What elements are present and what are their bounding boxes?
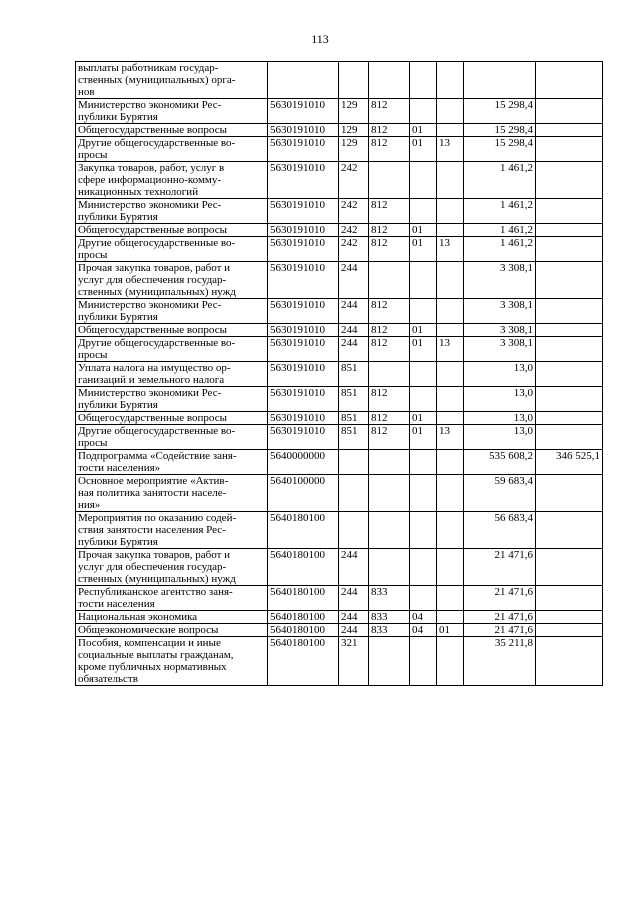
administrator-code-cell: 812 [369, 299, 410, 324]
amount-extra-cell [536, 324, 603, 337]
amount-extra-cell [536, 224, 603, 237]
row-name-cell: Прочая закупка товаров, работ и услуг для обеспечения государ- ственных (муниципальных) нужд [76, 549, 268, 586]
amount-cell: 3 308,1 [464, 299, 536, 324]
amount-extra-cell [536, 124, 603, 137]
subsection-code-cell [437, 475, 464, 512]
amount-extra-cell [536, 99, 603, 124]
row-name-cell: выплаты работникам государ- ственных (муниципальных) орга- нов [76, 62, 268, 99]
subsection-code-cell [437, 324, 464, 337]
row-name-cell: Общеэкономические вопросы [76, 624, 268, 637]
administrator-code-cell [369, 162, 410, 199]
expense-type-code-cell: 242 [339, 162, 369, 199]
table-row [76, 637, 603, 686]
section-code-cell: 01 [410, 137, 437, 162]
table-row [76, 412, 603, 425]
row-name-cell: Республиканское агентство заня- тости населения [76, 586, 268, 611]
administrator-code-cell [369, 262, 410, 299]
amount-cell: 1 461,2 [464, 199, 536, 224]
section-code-cell [410, 512, 437, 549]
table-row [76, 362, 603, 387]
amount-cell: 56 683,4 [464, 512, 536, 549]
section-code-cell [410, 586, 437, 611]
expense-type-code-cell: 244 [339, 586, 369, 611]
subsection-code-cell [437, 224, 464, 237]
administrator-code-cell: 812 [369, 199, 410, 224]
subsection-code-cell [437, 62, 464, 99]
amount-extra-cell [536, 237, 603, 262]
administrator-code-cell: 812 [369, 124, 410, 137]
amount-extra-cell [536, 387, 603, 412]
table-row [76, 299, 603, 324]
subsection-code-cell [437, 124, 464, 137]
target-article-code-cell: 5630191010 [268, 237, 339, 262]
amount-cell: 1 461,2 [464, 162, 536, 199]
amount-extra-cell [536, 62, 603, 99]
expense-type-code-cell: 851 [339, 412, 369, 425]
table-row [76, 124, 603, 137]
administrator-code-cell [369, 512, 410, 549]
subsection-code-cell [437, 299, 464, 324]
table-row [76, 99, 603, 124]
target-article-code-cell: 5630191010 [268, 99, 339, 124]
budget-table-body [76, 62, 603, 686]
page-number: 113 [311, 32, 329, 46]
administrator-code-cell [369, 475, 410, 512]
subsection-code-cell: 13 [437, 237, 464, 262]
subsection-code-cell [437, 99, 464, 124]
target-article-code-cell: 5640100000 [268, 475, 339, 512]
administrator-code-cell: 812 [369, 425, 410, 450]
amount-cell: 13,0 [464, 362, 536, 387]
section-code-cell [410, 475, 437, 512]
administrator-code-cell: 833 [369, 611, 410, 624]
administrator-code-cell: 812 [369, 137, 410, 162]
row-name-cell: Мероприятия по оказанию содей- ствия занятости населения Рес- публики Бурятия [76, 512, 268, 549]
amount-cell: 13,0 [464, 425, 536, 450]
section-code-cell [410, 637, 437, 686]
table-row [76, 387, 603, 412]
section-code-cell [410, 387, 437, 412]
table-row [76, 586, 603, 611]
administrator-code-cell: 812 [369, 99, 410, 124]
row-name-cell: Общегосударственные вопросы [76, 124, 268, 137]
amount-extra-cell [536, 412, 603, 425]
table-row [76, 162, 603, 199]
amount-cell: 13,0 [464, 387, 536, 412]
amount-cell: 13,0 [464, 412, 536, 425]
table-row [76, 475, 603, 512]
amount-extra-cell [536, 162, 603, 199]
row-name-cell: Уплата налога на имущество ор- ганизаций и земельного налога [76, 362, 268, 387]
amount-extra-cell [536, 337, 603, 362]
section-code-cell [410, 62, 437, 99]
section-code-cell: 01 [410, 412, 437, 425]
amount-cell: 21 471,6 [464, 549, 536, 586]
target-article-code-cell: 5630191010 [268, 299, 339, 324]
target-article-code-cell: 5630191010 [268, 324, 339, 337]
administrator-code-cell [369, 450, 410, 475]
expense-type-code-cell: 851 [339, 387, 369, 412]
target-article-code-cell: 5630191010 [268, 124, 339, 137]
row-name-cell: Министерство экономики Рес- публики Бурятия [76, 199, 268, 224]
table-row [76, 62, 603, 99]
expense-type-code-cell: 244 [339, 337, 369, 362]
subsection-code-cell [437, 387, 464, 412]
target-article-code-cell: 5630191010 [268, 199, 339, 224]
row-name-cell: Основное мероприятие «Актив- ная политика занятости населе- ния» [76, 475, 268, 512]
target-article-code-cell [268, 62, 339, 99]
section-code-cell [410, 362, 437, 387]
amount-cell: 3 308,1 [464, 337, 536, 362]
row-name-cell: Министерство экономики Рес- публики Бурятия [76, 387, 268, 412]
target-article-code-cell: 5630191010 [268, 262, 339, 299]
subsection-code-cell: 13 [437, 425, 464, 450]
subsection-code-cell [437, 637, 464, 686]
amount-extra-cell [536, 624, 603, 637]
subsection-code-cell: 13 [437, 137, 464, 162]
target-article-code-cell: 5640180100 [268, 624, 339, 637]
target-article-code-cell: 5640000000 [268, 450, 339, 475]
target-article-code-cell: 5630191010 [268, 162, 339, 199]
expense-type-code-cell: 129 [339, 124, 369, 137]
expense-type-code-cell: 129 [339, 137, 369, 162]
administrator-code-cell: 812 [369, 337, 410, 362]
amount-extra-cell: 346 525,1 [536, 450, 603, 475]
amount-extra-cell [536, 549, 603, 586]
amount-cell: 15 298,4 [464, 137, 536, 162]
row-name-cell: Другие общегосударственные во- просы [76, 237, 268, 262]
administrator-code-cell: 833 [369, 624, 410, 637]
subsection-code-cell [437, 362, 464, 387]
section-code-cell [410, 199, 437, 224]
administrator-code-cell [369, 62, 410, 99]
row-name-cell: Национальная экономика [76, 611, 268, 624]
row-name-cell: Закупка товаров, работ, услуг в сфере информационно-комму- никационных технологий [76, 162, 268, 199]
administrator-code-cell: 833 [369, 586, 410, 611]
row-name-cell: Прочая закупка товаров, работ и услуг для обеспечения государ- ственных (муниципальных) нужд [76, 262, 268, 299]
row-name-cell: Другие общегосударственные во- просы [76, 337, 268, 362]
administrator-code-cell [369, 362, 410, 387]
amount-cell: 1 461,2 [464, 237, 536, 262]
row-name-cell: Министерство экономики Рес- публики Бурятия [76, 299, 268, 324]
row-name-cell: Общегосударственные вопросы [76, 224, 268, 237]
amount-extra-cell [536, 199, 603, 224]
table-row [76, 324, 603, 337]
subsection-code-cell: 01 [437, 624, 464, 637]
row-name-cell: Подпрограмма «Содействие заня- тости населения» [76, 450, 268, 475]
table-row [76, 450, 603, 475]
row-name-cell: Общегосударственные вопросы [76, 412, 268, 425]
target-article-code-cell: 5630191010 [268, 412, 339, 425]
amount-cell: 21 471,6 [464, 611, 536, 624]
row-name-cell: Пособия, компенсации и иные социальные выплаты гражданам, кроме публичных нормативных обязательств [76, 637, 268, 686]
amount-extra-cell [536, 262, 603, 299]
amount-cell: 21 471,6 [464, 624, 536, 637]
target-article-code-cell: 5630191010 [268, 337, 339, 362]
amount-extra-cell [536, 475, 603, 512]
expense-type-code-cell: 244 [339, 611, 369, 624]
amount-cell: 3 308,1 [464, 324, 536, 337]
subsection-code-cell [437, 549, 464, 586]
expense-type-code-cell: 242 [339, 199, 369, 224]
target-article-code-cell: 5640180100 [268, 549, 339, 586]
section-code-cell [410, 262, 437, 299]
target-article-code-cell: 5640180100 [268, 586, 339, 611]
expense-type-code-cell: 244 [339, 624, 369, 637]
administrator-code-cell: 812 [369, 412, 410, 425]
amount-extra-cell [536, 299, 603, 324]
expense-type-code-cell: 244 [339, 299, 369, 324]
amount-cell [464, 62, 536, 99]
target-article-code-cell: 5640180100 [268, 637, 339, 686]
target-article-code-cell: 5630191010 [268, 362, 339, 387]
section-code-cell: 04 [410, 624, 437, 637]
section-code-cell: 01 [410, 124, 437, 137]
budget-table [75, 61, 603, 686]
section-code-cell: 04 [410, 611, 437, 624]
expense-type-code-cell [339, 62, 369, 99]
section-code-cell [410, 450, 437, 475]
administrator-code-cell: 812 [369, 237, 410, 262]
expense-type-code-cell: 129 [339, 99, 369, 124]
administrator-code-cell [369, 637, 410, 686]
expense-type-code-cell: 244 [339, 262, 369, 299]
administrator-code-cell: 812 [369, 224, 410, 237]
amount-extra-cell [536, 637, 603, 686]
subsection-code-cell [437, 199, 464, 224]
expense-type-code-cell [339, 450, 369, 475]
table-row [76, 512, 603, 549]
amount-extra-cell [536, 586, 603, 611]
table-row [76, 425, 603, 450]
row-name-cell: Общегосударственные вопросы [76, 324, 268, 337]
target-article-code-cell: 5630191010 [268, 387, 339, 412]
target-article-code-cell: 5630191010 [268, 425, 339, 450]
section-code-cell: 01 [410, 224, 437, 237]
section-code-cell: 01 [410, 237, 437, 262]
table-row [76, 137, 603, 162]
section-code-cell [410, 549, 437, 586]
amount-cell: 15 298,4 [464, 124, 536, 137]
expense-type-code-cell [339, 512, 369, 549]
administrator-code-cell: 812 [369, 387, 410, 412]
amount-extra-cell [536, 362, 603, 387]
expense-type-code-cell: 321 [339, 637, 369, 686]
table-row [76, 237, 603, 262]
administrator-code-cell: 812 [369, 324, 410, 337]
target-article-code-cell: 5640180100 [268, 611, 339, 624]
section-code-cell: 01 [410, 425, 437, 450]
subsection-code-cell [437, 162, 464, 199]
section-code-cell [410, 99, 437, 124]
amount-cell: 59 683,4 [464, 475, 536, 512]
amount-extra-cell [536, 425, 603, 450]
amount-extra-cell [536, 611, 603, 624]
row-name-cell: Другие общегосударственные во- просы [76, 137, 268, 162]
amount-extra-cell [536, 137, 603, 162]
table-row [76, 337, 603, 362]
table-row [76, 549, 603, 586]
amount-cell: 15 298,4 [464, 99, 536, 124]
expense-type-code-cell: 242 [339, 237, 369, 262]
row-name-cell: Министерство экономики Рес- публики Бурятия [76, 99, 268, 124]
table-row [76, 224, 603, 237]
administrator-code-cell [369, 549, 410, 586]
amount-extra-cell [536, 512, 603, 549]
target-article-code-cell: 5640180100 [268, 512, 339, 549]
table-row [76, 624, 603, 637]
expense-type-code-cell: 851 [339, 425, 369, 450]
expense-type-code-cell: 244 [339, 324, 369, 337]
target-article-code-cell: 5630191010 [268, 224, 339, 237]
expense-type-code-cell: 244 [339, 549, 369, 586]
subsection-code-cell [437, 512, 464, 549]
expense-type-code-cell [339, 475, 369, 512]
subsection-code-cell: 13 [437, 337, 464, 362]
section-code-cell: 01 [410, 324, 437, 337]
row-name-cell: Другие общегосударственные во- просы [76, 425, 268, 450]
table-row [76, 199, 603, 224]
amount-cell: 3 308,1 [464, 262, 536, 299]
amount-cell: 21 471,6 [464, 586, 536, 611]
amount-cell: 535 608,2 [464, 450, 536, 475]
target-article-code-cell: 5630191010 [268, 137, 339, 162]
subsection-code-cell [437, 611, 464, 624]
amount-cell: 35 211,8 [464, 637, 536, 686]
amount-cell: 1 461,2 [464, 224, 536, 237]
subsection-code-cell [437, 450, 464, 475]
subsection-code-cell [437, 262, 464, 299]
expense-type-code-cell: 242 [339, 224, 369, 237]
expense-type-code-cell: 851 [339, 362, 369, 387]
section-code-cell [410, 299, 437, 324]
section-code-cell [410, 162, 437, 199]
table-row [76, 262, 603, 299]
subsection-code-cell [437, 412, 464, 425]
subsection-code-cell [437, 586, 464, 611]
section-code-cell: 01 [410, 337, 437, 362]
table-row [76, 611, 603, 624]
